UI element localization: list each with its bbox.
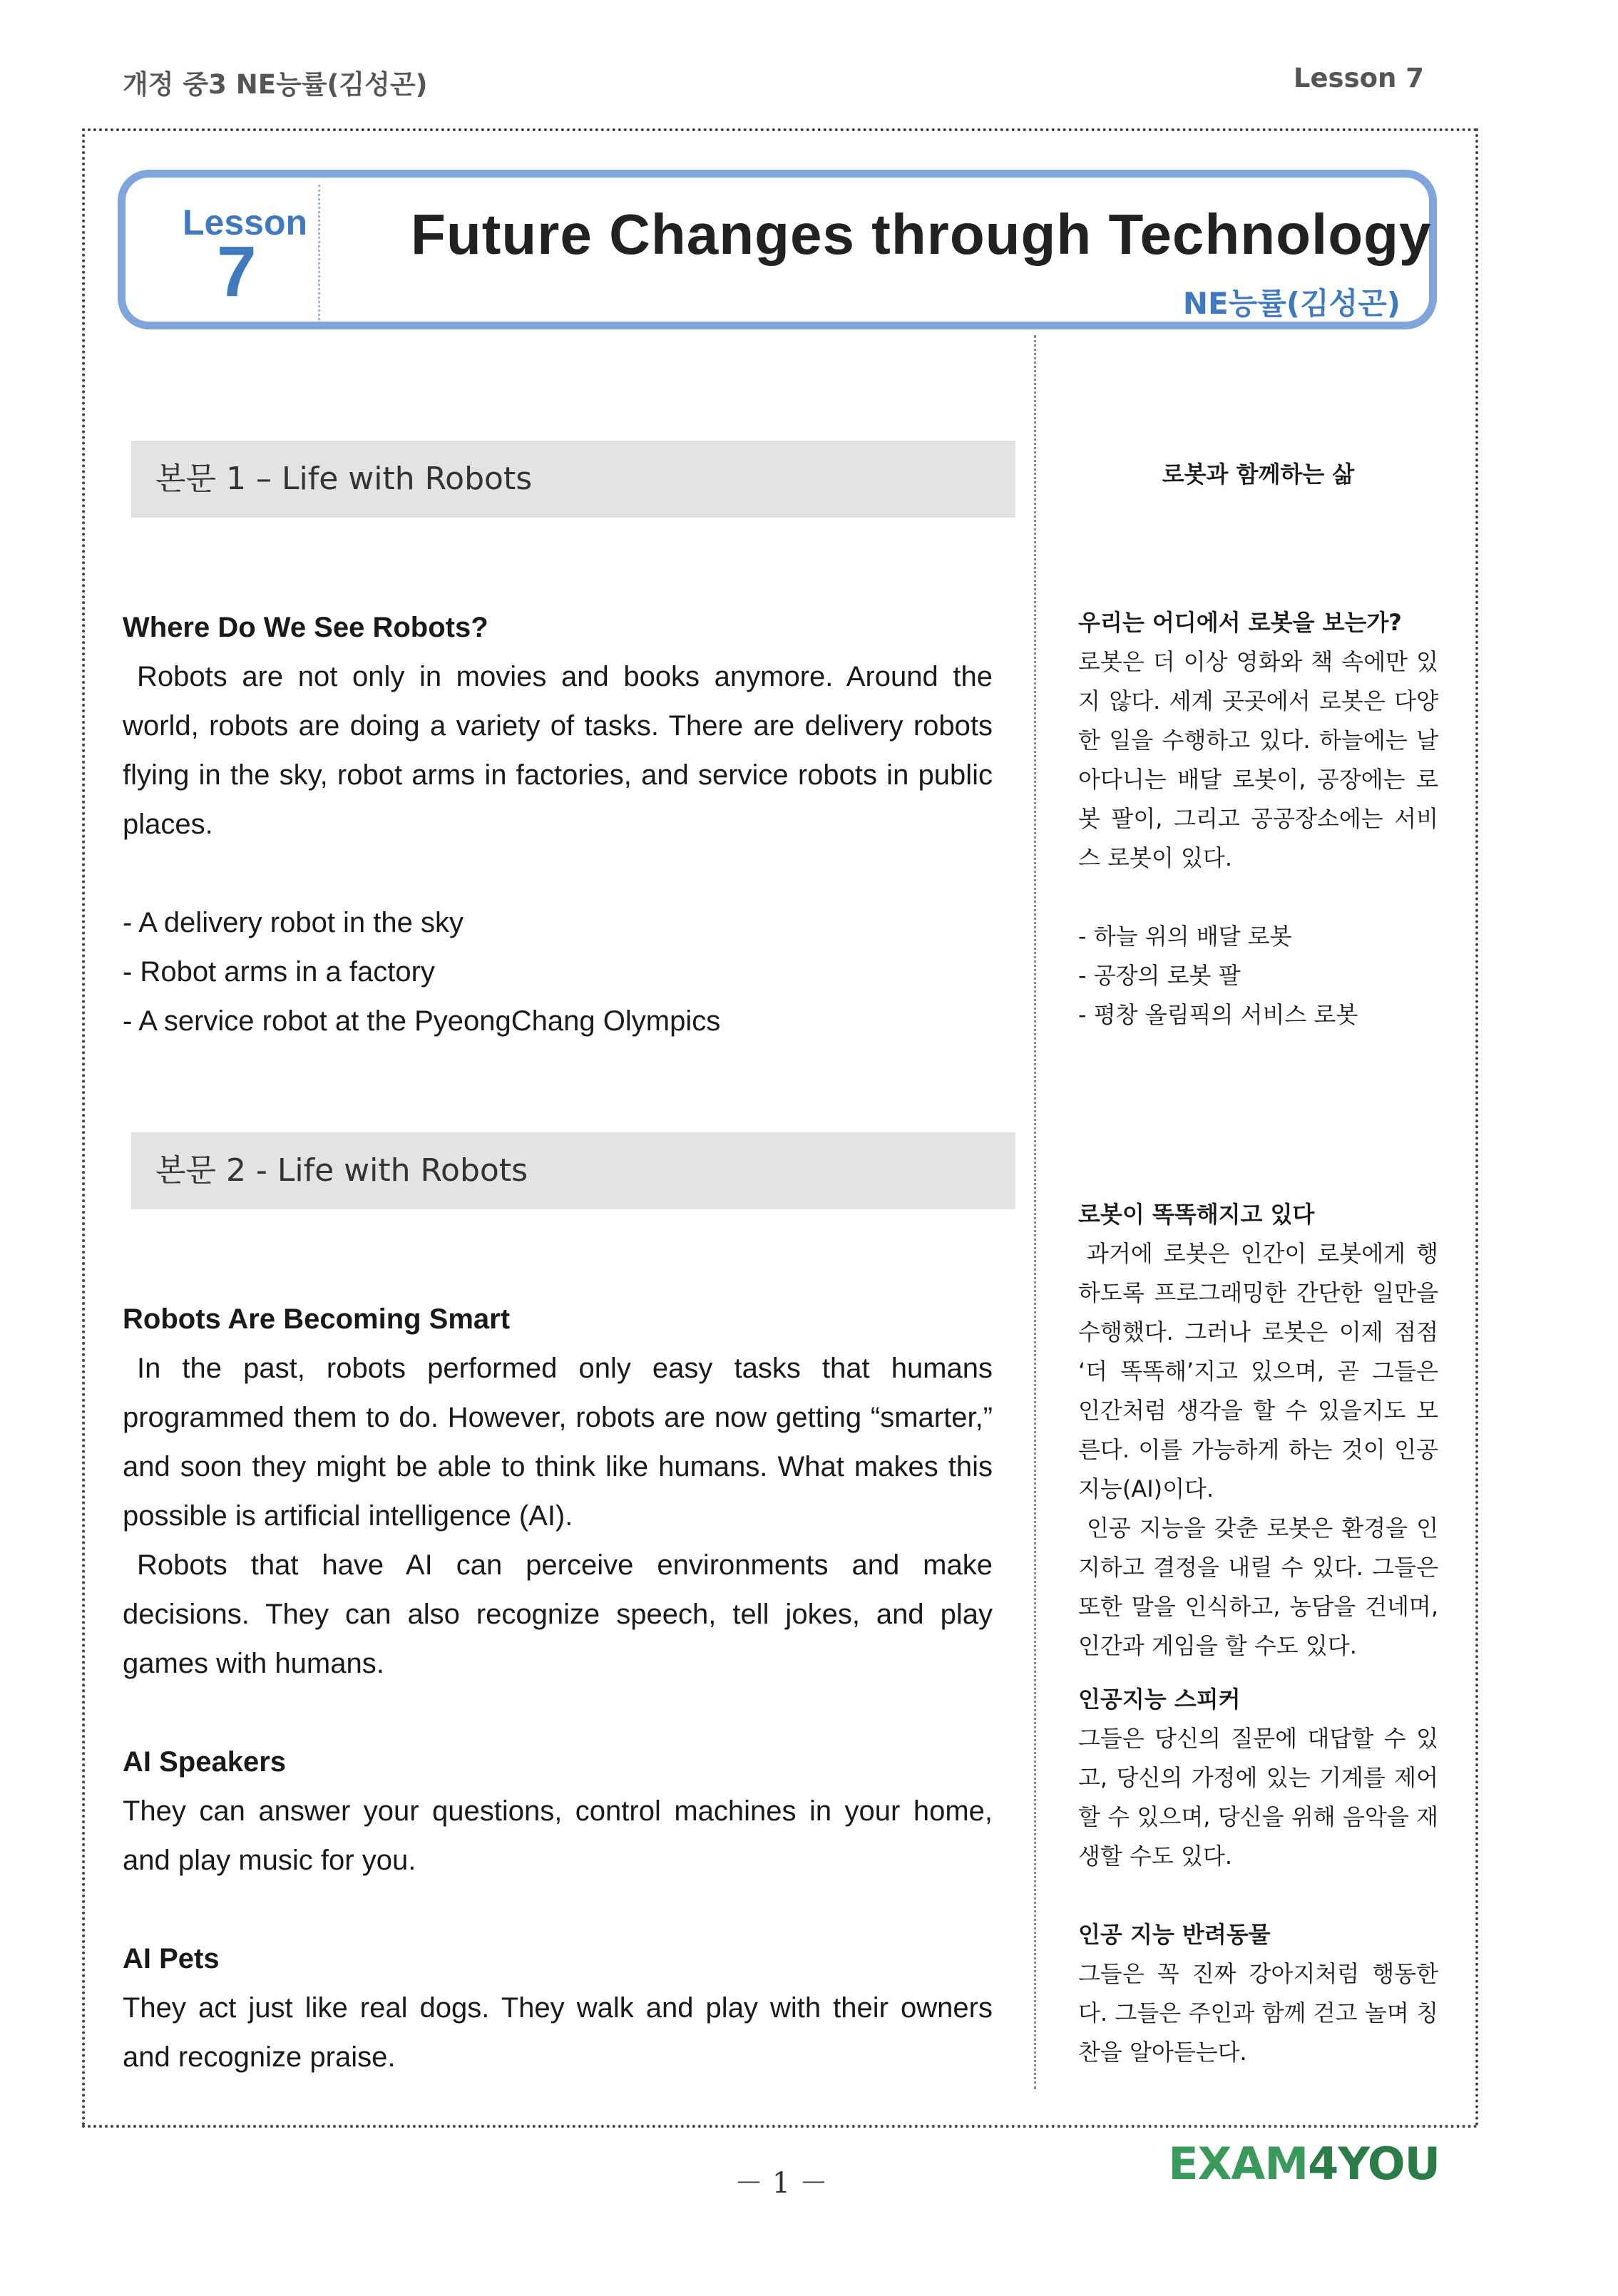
kor-list-item: - 하늘 위의 배달 로봇 [1078, 923, 1292, 950]
kor-section1-heading: 우리는 어디에서 로봇을 보는가? [1078, 609, 1402, 636]
list-item: - A delivery robot in the sky [123, 907, 464, 938]
section2-heading: Robots Are Becoming Smart [123, 1303, 511, 1335]
section-bar-1: 본문 1 – Life with Robots [131, 441, 1015, 518]
ai-pets-text: They act just like real dogs. They walk and play with their owners and recognize praise. [123, 1992, 993, 2073]
logo-text-a: EXAM [1168, 2138, 1309, 2190]
kor-section2-paragraph-2: 인공 지능을 갖춘 로봇은 환경을 인지하고 결정을 내릴 수 있다. 그들은 또한 말을 인식하고, 농담을 건네며, 인간과 게임을 할 수도 있다. [1078, 1515, 1438, 1659]
column-divider [1034, 335, 1036, 2089]
lesson-label: Lesson [183, 203, 308, 242]
ai-pets-heading: AI Pets [123, 1943, 220, 1974]
lesson-title: Future Changes through Technology [411, 203, 1432, 266]
lesson-number: 7 [217, 232, 257, 312]
kor-ai-pets-heading: 인공 지능 반려동물 [1078, 1921, 1271, 1948]
title-divider [318, 185, 320, 320]
kor-section1-title: 로봇과 함께하는 삶 [1162, 461, 1355, 488]
kor-section1-paragraph: 로봇은 더 이상 영화와 책 속에만 있지 않다. 세계 곳곳에서 로봇은 다양한 일을 수행하고 있다. 하늘에는 날아다니는 배달 로봇이, 공장에는 로봇 팔이, 그리고 공공장소에는 서비스 로봇이 있다. [1078, 648, 1438, 871]
kor-ai-speakers-heading: 인공지능 스피커 [1078, 1686, 1241, 1713]
section1-paragraph: Robots are not only in movies and books anymore. Around the world, robots are doing a variety of tasks. There are delivery robots flying in the sky, robot arms in factories, and service robots in public places. [123, 661, 993, 840]
kor-section2-paragraph-1: 과거에 로봇은 인간이 로봇에게 행하도록 프로그래밍한 간단한 일만을 수행했다. 그러나 로봇은 이제 점점 ‘더 똑똑해’지고 있으며, 곧 그들은 인간처럼 생각을 할 수 있을지도 모른다. 이를 가능하게 하는 것이 인공지능(AI)이다. [1078, 1240, 1438, 1502]
section-bar-2: 본문 2 - Life with Robots [131, 1132, 1015, 1209]
header-lesson: Lesson 7 [1293, 63, 1424, 93]
section1-english [123, 603, 993, 1046]
list-item: - Robot arms in a factory [123, 956, 435, 988]
kor-ai-pets-text: 그들은 꼭 진짜 강아지처럼 행동한다. 그들은 주인과 함께 걷고 놀며 칭찬을 알아듣는다. [1078, 1960, 1438, 2066]
section2-korean [1078, 1195, 1438, 2072]
section2-paragraph-2: Robots that have AI can perceive environments and make decisions. They can also recognize speech, tell jokes, and play games with humans. [123, 1549, 993, 1679]
kor-section2-heading: 로봇이 똑똑해지고 있다 [1078, 1201, 1315, 1228]
kor-section1-title-block [1078, 455, 1438, 494]
page-number: － 1 － [734, 2167, 828, 2200]
ai-speakers-text: They can answer your questions, control machines in your home, and play music for you. [123, 1795, 993, 1876]
section1-korean [1078, 603, 1438, 1035]
logo-text-b: 4YOU [1308, 2138, 1440, 2190]
lesson-title-box [118, 170, 1437, 329]
ai-speakers-heading: AI Speakers [123, 1746, 287, 1778]
kor-list-item: - 공장의 로봇 팔 [1078, 962, 1241, 989]
list-item: - A service robot at the PyeongChang Olympics [123, 1005, 721, 1037]
publisher-label: NE능률(김성곤) [1182, 286, 1401, 321]
section2-english [123, 1295, 993, 2082]
exam4you-logo [1168, 2138, 1440, 2190]
header-course: 개정 중3 NE능률(김성곤) [123, 69, 428, 100]
section1-heading: Where Do We See Robots? [123, 612, 488, 643]
kor-list-item: - 평창 올림픽의 서비스 로봇 [1078, 1001, 1358, 1028]
section2-paragraph-1: In the past, robots performed only easy tasks that humans programmed them to do. However, robots are now getting “smarter,” and soon they might be able to think like humans. What makes this possible is artificial intelligence (AI). [123, 1353, 993, 1532]
kor-ai-speakers-text: 그들은 당신의 질문에 대답할 수 있고, 당신의 가정에 있는 기계를 제어할 수 있으며, 당신을 위해 음악을 재생할 수도 있다. [1078, 1725, 1438, 1870]
